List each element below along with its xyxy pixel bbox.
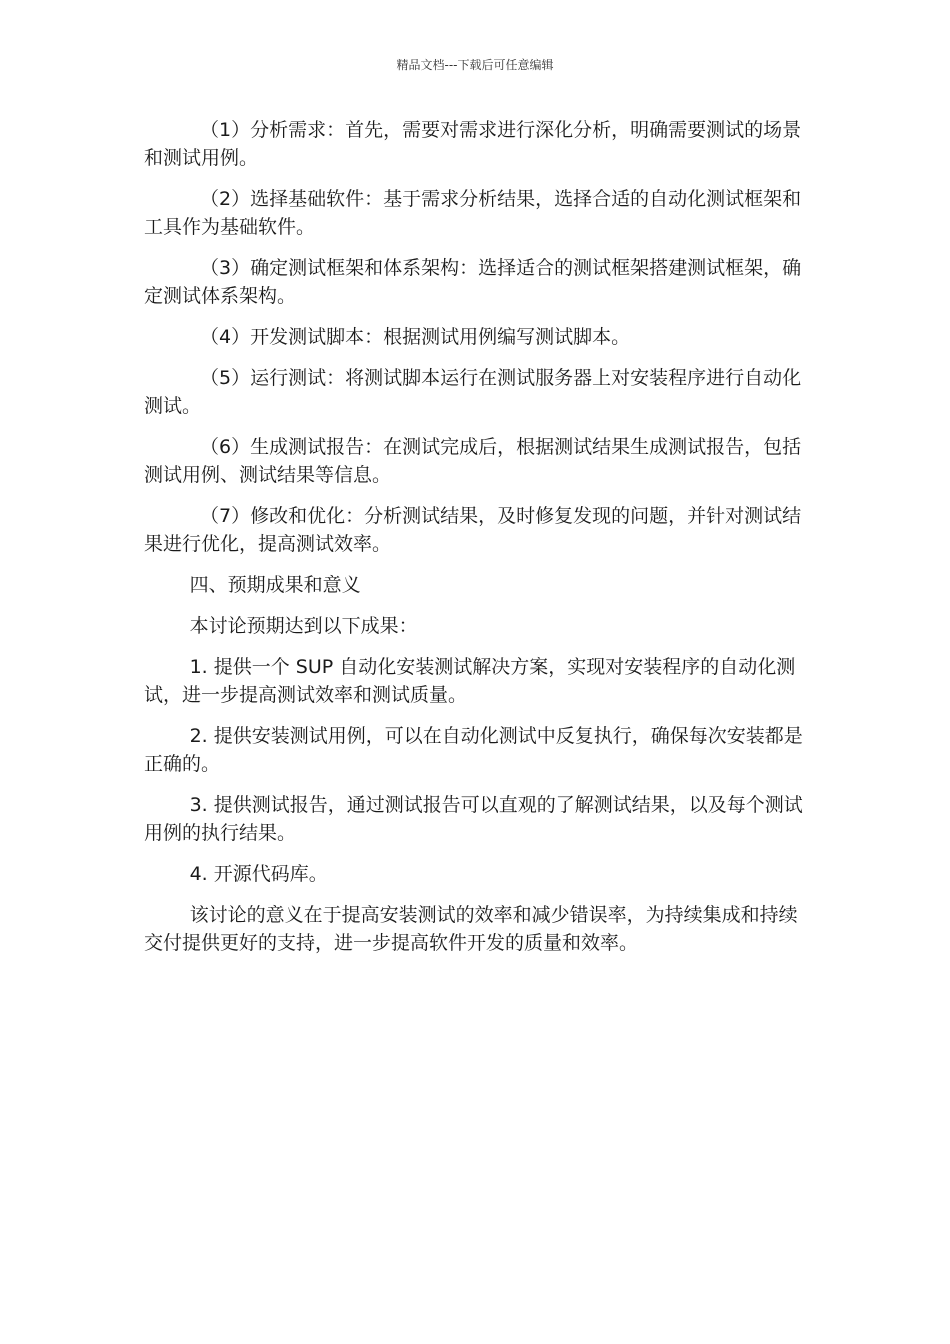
step-1-paragraph: （1）分析需求：首先，需要对需求进行深化分析，明确需要测试的场景和测试用例。: [144, 119, 802, 169]
step-2-paragraph: （2）选择基础软件：基于需求分析结果，选择合适的自动化测试框架和工具作为基础软件。: [144, 188, 802, 238]
result-3-paragraph: 3. 提供测试报告，通过测试报告可以直观的了解测试结果，以及每个测试用例的执行结果。: [144, 794, 803, 844]
conclusion-paragraph: 该讨论的意义在于提高安装测试的效率和减少错误率，为持续集成和持续交付提供更好的支持，进一步提高软件开发的质量和效率。: [144, 904, 798, 954]
step-6-paragraph: （6）生成测试报告：在测试完成后，根据测试结果生成测试报告，包括测试用例、测试结果等信息。: [144, 436, 802, 486]
step-3-paragraph: （3）确定测试框架和体系架构：选择适合的测试框架搭建测试框架，确定测试体系架构。: [144, 257, 802, 307]
result-1-paragraph: 1. 提供一个 SUP 自动化安装测试解决方案，实现对安装程序的自动化测试，进一步提高测试效率和测试质量。: [144, 656, 796, 706]
step-7-paragraph: （7）修改和优化：分析测试结果，及时修复发现的问题，并针对测试结果进行优化，提高测试效率。: [144, 505, 802, 555]
step-5-paragraph: （5）运行测试：将测试脚本运行在测试服务器上对安装程序进行自动化测试。: [144, 367, 802, 417]
step-4-paragraph: （4）开发测试脚本：根据测试用例编写测试脚本。: [200, 326, 631, 348]
section-heading: 四、预期成果和意义: [189, 574, 361, 596]
result-4-paragraph: 4. 开源代码库。: [189, 863, 328, 885]
document-body: [144, 116, 812, 970]
result-2-paragraph: 2. 提供安装测试用例，可以在自动化测试中反复执行，确保每次安装都是正确的。: [144, 725, 803, 775]
results-intro: 本讨论预期达到以下成果：: [189, 615, 418, 637]
page-header: 精品文档---下载后可任意编辑: [396, 58, 554, 72]
